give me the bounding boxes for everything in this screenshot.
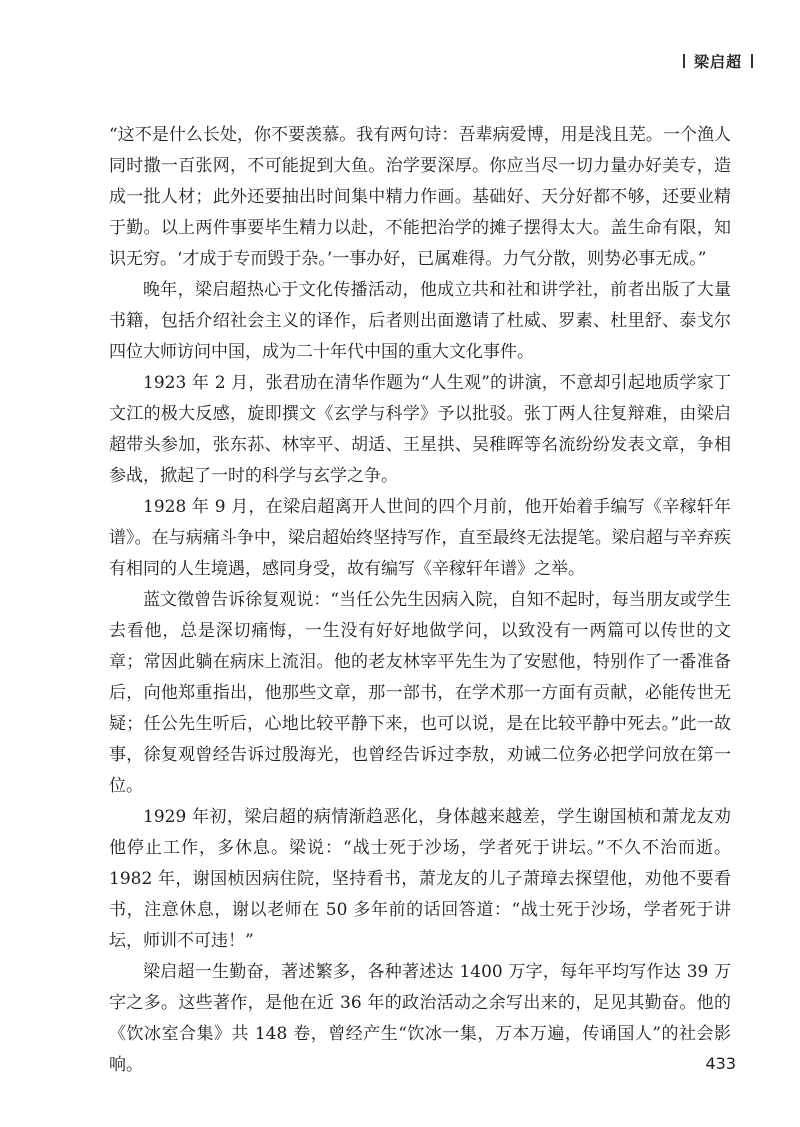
paragraph-writings: 梁启超一生勤奋，著述繁多，各种著述达 1400 万字，每年平均写作达 39 万字之多。这些著作，是他在近 36 年的政治活动之余写出来的，足见其勤奋。他的《饮冰室合集》共 148 卷，曾经产生“饮冰一集，万本万遍，传诵国人”的社会影响。 xyxy=(109,962,731,1075)
header-rule-left xyxy=(683,54,685,68)
paragraph-1928-chronicle: 1928 年 9 月，在梁启超离开人世间的四个月前，他开始着手编写《辛稼轩年谱》。在与病痛斗争中，梁启超始终坚持写作，直至最终无法提笔。梁启超与辛弃疾有相同的人生境遇，感同身受，故有编写《辛稼轩年谱》之举。 xyxy=(109,497,731,579)
paragraph-quote-continuation: “这不是什么长处，你不要羡慕。我有两句诗：吾辈病爱博，用是浅且芜。一个渔人同时撒一百张网，不可能捉到大鱼。治学要深厚。你应当尽一切力量办好美专，造成一批人材；此外还要抽出时间集中精力作画。基础好、天分好都不够，还要业精于勤。以上两件事要毕生精力以赴，不能把治学的摊子摆得太大。盖生命有限，知识无穷。‘才成于专而毁于杂。’一事办好，已属难得。力气分散，则势必事无成。” xyxy=(109,125,731,269)
paragraph-lan-wenzheng: 蓝文徵曾告诉徐复观说：“当任公先生因病入院，自知不起时，每当朋友或学生去看他，总是深切痛悔，一生没有好好地做学问，以致没有一两篇可以传世的文章；常因此躺在病床上流泪。他的老友林宰平先生为了安慰他，特别作了一番准备后，向他郑重指出，他那些文章，那一部书，在学术那一方面有贡献，必能传世无疑；任公先生听后，心地比较平静下来，也可以说，是在比较平静中死去。”此一故事，徐复观曾经告诉过殷海光，也曾经告诉过李敖，劝诫二位务必把学问放在第一位。 xyxy=(109,590,731,796)
running-header xyxy=(674,51,762,72)
paragraph-late-years: 晚年，梁启超热心于文化传播活动，他成立共和社和讲学社，前者出版了大量书籍，包括介绍社会主义的译作，后者则出面邀请了杜威、罗素、杜里舒、泰戈尔四位大师访问中国，成为二十年代中国的重大文化事件。 xyxy=(109,280,731,362)
paragraph-1923-debate: 1923 年 2 月，张君劢在清华作题为“人生观”的讲演，不意却引起地质学家丁文江的极大反感，旋即撰文《玄学与科学》予以批驳。张丁两人往复辩难，由梁启超带头参加，张东荪、林宰平、胡适、王星拱、吴稚晖等名流纷纷发表文章，争相参战，掀起了一时的科学与玄学之争。 xyxy=(109,373,731,486)
header-rule-right xyxy=(751,54,753,68)
body-text xyxy=(109,120,731,1081)
paragraph-1929-illness: 1929 年初，梁启超的病情渐趋恶化，身体越来越差，学生谢国桢和萧龙友劝他停止工作，多休息。梁说：“战士死于沙场，学者死于讲坛。”不久不治而逝。1982 年，谢国桢因病住院，坚持看书，萧龙友的儿子萧璋去探望他，劝他不要看书，注意休息，谢以老师在 50 多年前的话回答道：“战士死于沙场，学者死于讲坛，师训不可违！” xyxy=(109,807,731,951)
page-number: 433 xyxy=(705,1054,736,1073)
chapter-title: 梁启超 xyxy=(693,53,742,71)
